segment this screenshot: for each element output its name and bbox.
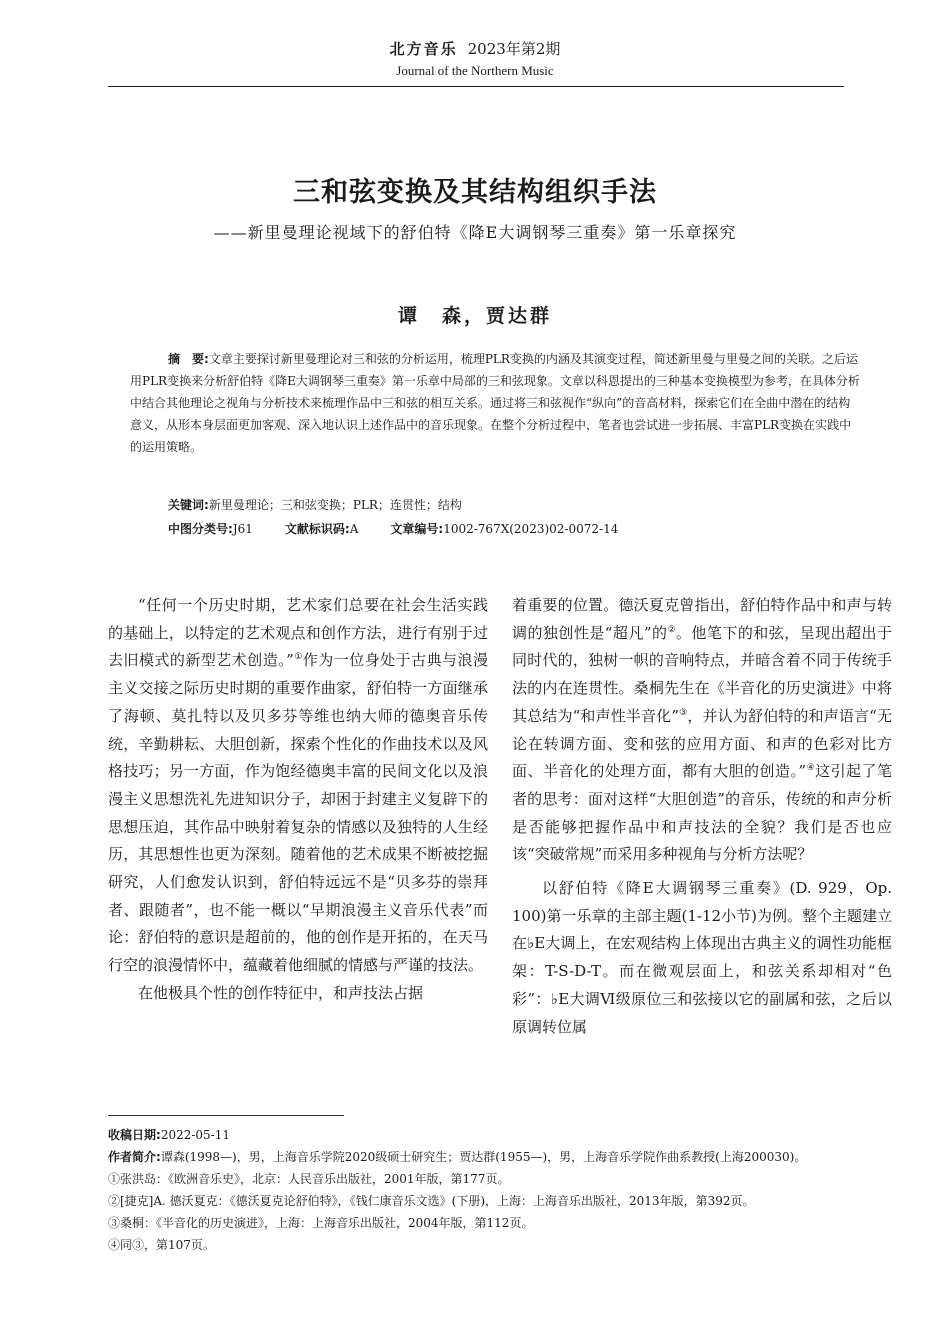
body-text: ，并认为舒伯特的和声语言“无论在转调方面、变和弦的应用方面、和声的色彩对比方面、半音化的处理方面，都有大胆的创造。”: [512, 706, 892, 781]
page-header: [0, 38, 950, 79]
abstract-text: 文章主要探讨新里曼理论对三和弦的分析运用，梳理PLR变换的内涵及其演变过程，简述新里曼与里曼之间的关联。之后运用PLR变换来分析舒伯特《降E大调钢琴三重奏》第一乐章中局部的三和弦现象。文章以科恩提出的三种基本变换模型为参考，在具体分析中结合其他理论之视角与分析技术来梳理作品中三和弦的相互关系。通过将三和弦视作“纵向”的音高材料，探索它们在全曲中潜在的结构意义，从形本身层面更加客观、深入地认识上述作品中的音乐现象。在整个分析过程中，笔者也尝试进一步拓展、丰富PLR变换在实践中的运用策略。: [130, 352, 860, 454]
received-value: 2022-05-11: [160, 1128, 230, 1142]
article-authors: 谭 森，贾达群: [397, 305, 552, 327]
received-date: [108, 1124, 852, 1146]
body-paragraph: 以舒伯特《降E大调钢琴三重奏》(D. 929，Op. 100)第一乐章的主部主题(1-12小节)为例。整个主题建立在♭E大调上，在宏观结构上体现出古典主义的调性功能框架：T-S-D-T。而在微观层面上，和弦关系却相对“色彩”：♭E大调Ⅵ级原位三和弦接以它的副属和弦，之后以原调转位属: [512, 879, 892, 1036]
journal-name-en: Journal of the Northern Music: [396, 63, 554, 78]
keywords-text: 新里曼理论；三和弦变换；PLR；连贯性；结构: [208, 498, 462, 512]
footnote-ref: ③: [679, 707, 688, 718]
footnote-item: ③桑桐：《半音化的历史演进》，上海：上海音乐出版社，2004年版，第112页。: [108, 1216, 534, 1230]
body-text: 。他笔下的和弦，呈现出超出于同时代的，独树一帜的音响特点，并暗含着不同于传统手法的内在连贯性。桑桐先生在《半音化的历史演进》中将其总结为“和声性半音化”: [512, 623, 892, 725]
keywords-label: 关键词:: [168, 498, 209, 512]
article-no-value: 1002-767X(2023)02-0072-14: [443, 522, 619, 536]
abstract-label: 摘 要:: [168, 352, 209, 366]
journal-name-cn: [0, 38, 950, 59]
footnote-ref: ①: [293, 652, 303, 663]
footnote-ref: ②: [667, 624, 676, 635]
abstract: [130, 348, 860, 458]
bio-value: 谭森(1998—)，男，上海音乐学院2020级硕士研究生；贾达群(1955—)，男，上海音乐学院作曲系教授(上海200030)。: [160, 1150, 807, 1164]
footnote-ref: ④: [806, 763, 816, 774]
keywords: [168, 494, 462, 516]
body-paragraph: [512, 592, 892, 869]
body-paragraph: 在他极具个性的创作特征中，和声技法占据: [138, 983, 424, 1002]
clc-value: J61: [232, 522, 253, 536]
header-divider: [108, 86, 844, 87]
journal-title: 北方音乐: [389, 40, 458, 58]
footnote-divider: [108, 1115, 344, 1116]
journal-issue: 2023年第2期: [467, 40, 561, 58]
footnotes: [108, 1124, 852, 1256]
classification-line: [168, 518, 618, 540]
article-title: 三和弦变换及其结构组织手法: [293, 177, 657, 208]
body-column-right: [512, 592, 892, 1041]
doc-code-label: 文献标识码:: [284, 522, 350, 536]
doc-code-value: A: [349, 522, 359, 536]
body-text: “任何一个历史时期，艺术家们总要在社会生活实践的基础上，以特定的艺术观点和创作方法，进行有别于过去旧模式的新型艺术创造。”: [108, 596, 488, 670]
body-text: 这引起了笔者的思考：面对这样“大胆创造”的音乐，传统的和声分析是否能够把握作品中和声技法的全貌？我们是否也应该“突破常规”而采用多种视角与分析方法呢？: [512, 762, 892, 864]
received-label: 收稿日期:: [108, 1128, 161, 1142]
article-subtitle: ——新里曼理论视域下的舒伯特《降E大调钢琴三重奏》第一乐章探究: [213, 223, 737, 242]
footnote-item: ①张洪岛：《欧洲音乐史》，北京：人民音乐出版社，2001年版，第177页。: [108, 1172, 510, 1186]
body-text: 着重要的位置。德沃夏克曾指出，舒伯特作品中和声与转调的独创性是“超凡”的: [512, 596, 892, 642]
body-text: 作为一位身处于古典与浪漫主义交接之际历史时期的重要作曲家，舒伯特一方面继承了海顿、莫扎特以及贝多芬等维也纳大师的德奥音乐传统，辛勤耕耘、大胆创新，探索个性化的作曲技术以及风格技巧；另一方面，作为饱经德奥丰富的民间文化以及浪漫主义思想洗礼先进知识分子，却困于封建主义复辟下的思想压迫，其作品中映射着复杂的情感以及独特的人生经历，其思想性也更为深刻。随着他的艺术成果不断被挖掘研究，人们愈发认识到，舒伯特远远不是“贝多芬的崇拜者、跟随者”，也不能一概以“早期浪漫主义音乐代表”而论：舒伯特的意识是超前的，他的创作是开拓的，在天马行空的浪漫情怀中，蕴藏着他细腻的情感与严谨的技法。: [108, 651, 488, 975]
clc-label: 中图分类号:: [168, 522, 233, 536]
footnote-item: ②[捷克]A. 德沃夏克：《德沃夏克论舒伯特》，《钱仁康音乐文选》(下册)，上海：上海音乐出版社，2013年版，第392页。: [108, 1194, 755, 1208]
bio-label: 作者简介:: [108, 1150, 161, 1164]
body-paragraph: [108, 592, 488, 980]
body-column-left: [108, 592, 488, 1008]
author-bio: [108, 1146, 852, 1168]
article-no-label: 文章编号:: [390, 522, 444, 536]
footnote-item: ④同③，第107页。: [108, 1238, 215, 1252]
